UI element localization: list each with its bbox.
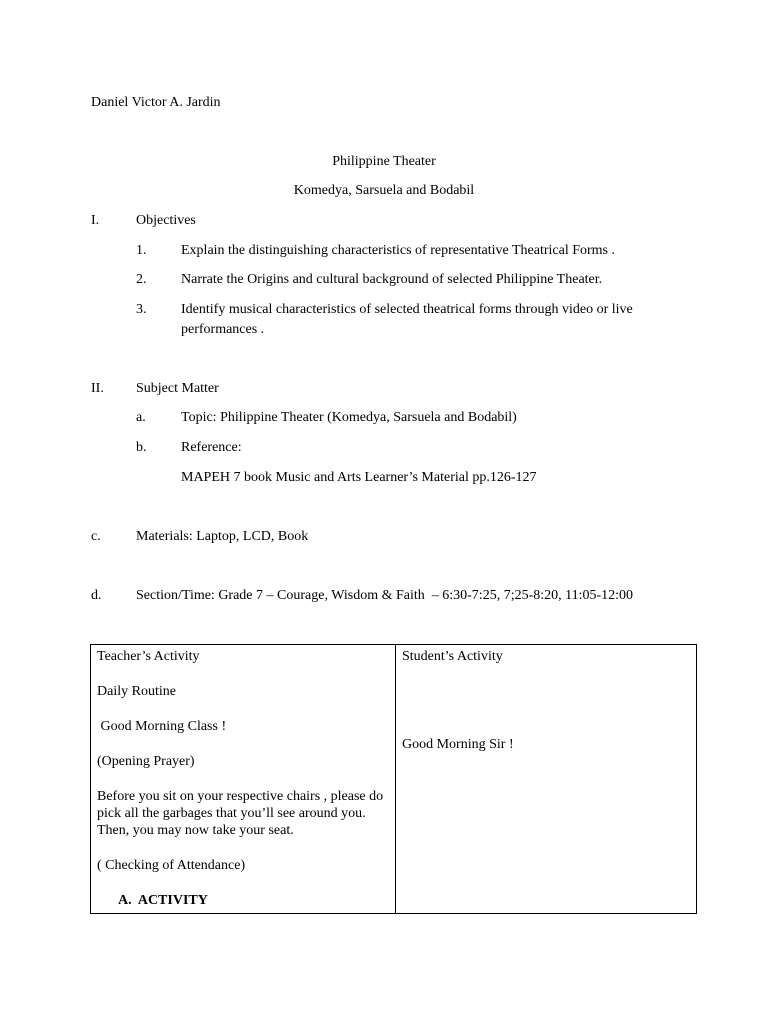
section-time-text: Section/Time: Grade 7 – Courage, Wisdom & Faith – 6:30-7:25, 7;25-8:20, 11:05-12:00 — [136, 588, 634, 603]
objectives-heading: Objectives — [136, 213, 196, 228]
subject-topic: Topic: Philippine Theater (Komedya, Sarsuela and Bodabil) — [181, 410, 517, 425]
objective-text-line1: Identify musical characteristics of selected theatrical forms through video or live — [181, 302, 633, 317]
objective-text: Narrate the Origins and cultural background of selected Philippine Theater. — [181, 272, 603, 287]
subject-matter-numeral: II. — [91, 381, 104, 396]
document-subtitle: Komedya, Sarsuela and Bodabil — [293, 183, 475, 198]
teacher-activity-header: Teacher’s Activity — [97, 649, 200, 664]
materials-text: Materials: Laptop, LCD, Book — [136, 529, 309, 544]
objective-text-line2: performances . — [181, 322, 265, 337]
opening-prayer: (Opening Prayer) — [97, 754, 195, 769]
objective-number: 3. — [136, 302, 147, 317]
table-row — [91, 645, 697, 914]
document-title: Philippine Theater — [332, 154, 436, 169]
subject-matter-heading: Subject Matter — [136, 381, 219, 396]
student-activity-cell — [396, 645, 697, 914]
checking-attendance: ( Checking of Attendance) — [97, 858, 246, 873]
daily-routine-label: Daily Routine — [97, 684, 176, 699]
subject-item-letter: a. — [136, 410, 146, 425]
activity-table — [90, 644, 697, 914]
objective-text: Explain the distinguishing characteristics of representative Theatrical Forms . — [181, 243, 615, 258]
subject-reference-label: Reference: — [181, 440, 242, 455]
teacher-instruction: Before you sit on your respective chairs , please do pick all the garbages that you’ll see around you. Then, you may now take your seat. — [97, 789, 384, 838]
activity-heading: A. ACTIVITY — [118, 893, 208, 908]
subject-item-letter: b. — [136, 440, 147, 455]
student-activity-header: Student’s Activity — [402, 649, 503, 664]
objective-number: 1. — [136, 243, 147, 258]
objective-number: 2. — [136, 272, 147, 287]
student-greeting-reply: Good Morning Sir ! — [402, 737, 514, 752]
materials-letter: c. — [91, 529, 101, 544]
teacher-greeting: Good Morning Class ! — [97, 719, 227, 734]
author-name: Daniel Victor A. Jardin — [91, 95, 221, 110]
section-time-letter: d. — [91, 588, 102, 603]
reference-text: MAPEH 7 book Music and Arts Learner’s Material pp.126-127 — [181, 470, 537, 485]
teacher-activity-cell — [91, 645, 396, 914]
objectives-numeral: I. — [91, 213, 100, 228]
